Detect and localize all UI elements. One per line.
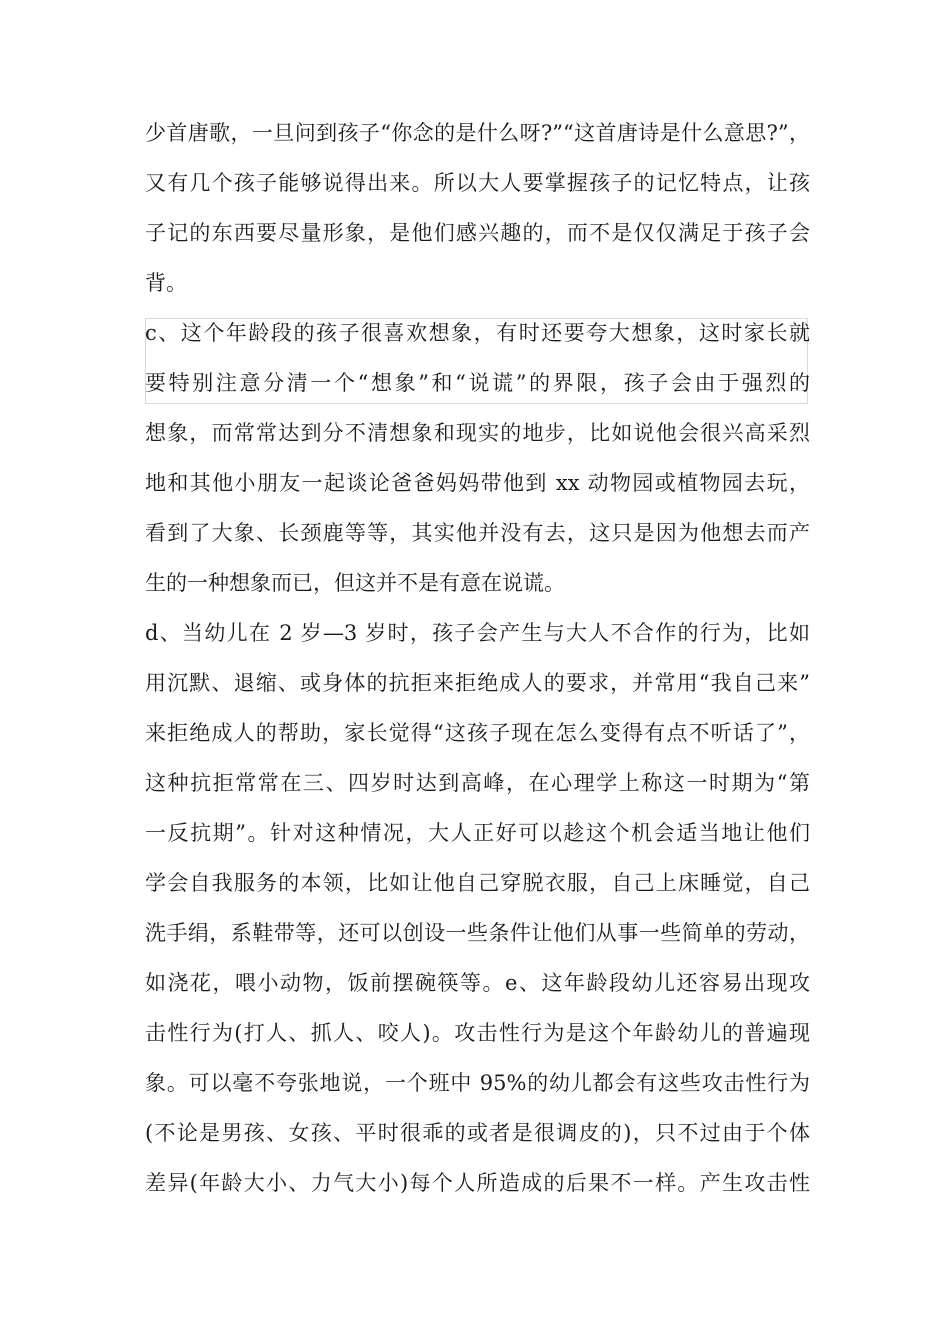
text-line: 一反抗期”。针对这种情况，大人正好可以趁这个机会适当地让他们 [145, 821, 810, 845]
text-line: 看到了大象、长颈鹿等等，其实他并没有去，这只是因为他想去而产 [145, 521, 810, 545]
text-line: 要特别注意分清一个“想象”和“说谎”的界限，孩子会由于强烈的 [145, 371, 810, 395]
text-line: 想象，而常常达到分不清想象和现实的地步，比如说他会很兴高采烈 [145, 421, 810, 445]
text-line: 象。可以毫不夸张地说，一个班中 95%的幼儿都会有这些攻击性行为 [145, 1071, 810, 1095]
text-line: 击性行为(打人、抓人、咬人)。攻击性行为是这个年龄幼儿的普遍现 [145, 1021, 810, 1045]
text-line: d、当幼儿在 2 岁—3 岁时，孩子会产生与大人不合作的行为，比如 [145, 621, 810, 645]
text-line: c、这个年龄段的孩子很喜欢想象，有时还要夸大想象，这时家长就 [145, 321, 810, 345]
text-line: 生的一种想象而已，但这并不是有意在说谎。 [145, 571, 565, 595]
text-line: 又有几个孩子能够说得出来。所以大人要掌握孩子的记忆特点，让孩 [145, 171, 810, 195]
text-line: 这种抗拒常常在三、四岁时达到高峰，在心理学上称这一时期为“第 [145, 771, 810, 795]
text-line: 如浇花，喂小动物，饭前摆碗筷等。e、这年龄段幼儿还容易出现攻 [145, 971, 810, 995]
text-line: 地和其他小朋友一起谈论爸爸妈妈带他到 xx 动物园或植物园去玩， [145, 471, 810, 495]
text-line: 少首唐歌，一旦问到孩子“你念的是什么呀?”“这首唐诗是什么意思?”， [145, 121, 810, 145]
text-line: 学会自我服务的本领，比如让他自己穿脱衣服，自己上床睡觉，自己 [145, 871, 810, 895]
text-line: 背。 [145, 271, 187, 295]
text-line: 子记的东西要尽量形象，是他们感兴趣的，而不是仅仅满足于孩子会 [145, 221, 810, 245]
text-line: (不论是男孩、女孩、平时很乖的或者是很调皮的)，只不过由于个体 [145, 1121, 810, 1145]
text-line: 差异(年龄大小、力气大小)每个人所造成的后果不一样。产生攻击性 [145, 1171, 810, 1195]
text-line: 用沉默、退缩、或身体的抗拒来拒绝成人的要求，并常用“我自己来” [145, 671, 810, 695]
text-line: 来拒绝成人的帮助，家长觉得“这孩子现在怎么变得有点不听话了”， [145, 721, 810, 745]
text-line: 洗手绢，系鞋带等，还可以创设一些条件让他们从事一些简单的劳动， [145, 921, 810, 945]
